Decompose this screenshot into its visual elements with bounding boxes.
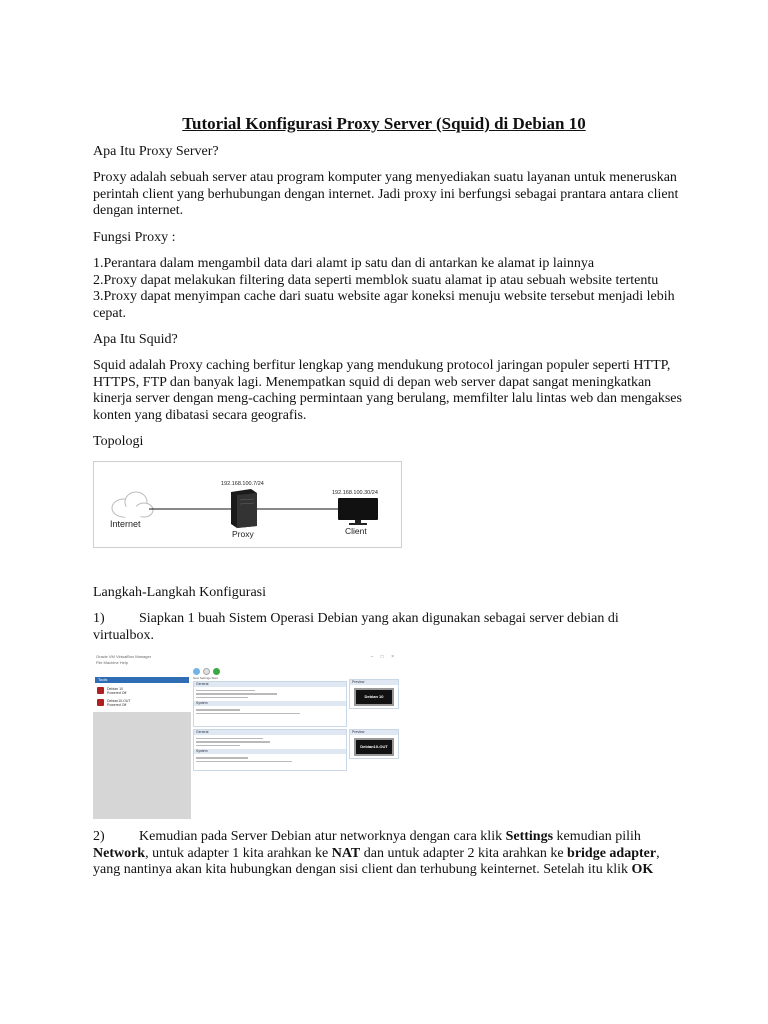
- cloud-icon: [112, 492, 153, 518]
- vbox-window-controls: – □ ×: [370, 654, 397, 660]
- heading-fungsi-proxy: Fungsi Proxy :: [93, 230, 176, 245]
- step-1: [93, 611, 683, 644]
- paragraph-proxy-definition: Proxy adalah sebuah server atau program komputer yang menyediakan suatu layanan untuk meneruskan perintah client yang berhubungan dengan internet. Jadi proxy ini berfungsi sebagai prantara antara client dengan internet.: [93, 170, 679, 218]
- general-section: General: [194, 682, 346, 687]
- topology-diagram: [93, 461, 402, 548]
- vm-name: Debian10-OUT: [107, 699, 131, 703]
- step-2-text: , yang nantinya akan kita hubungkan dengan sisi client dan terhubung keinternet. Setelah itu klik: [93, 845, 660, 877]
- heading-topologi: Topologi: [93, 434, 144, 449]
- system-section: System: [194, 701, 346, 706]
- client-label: Client: [345, 526, 367, 536]
- settings-emphasis: Settings: [505, 829, 554, 844]
- vbox-details-panel: [193, 729, 347, 771]
- proxy-ip-label: 192.168.100.7/24: [221, 481, 264, 487]
- paragraph-squid-definition: Squid adalah Proxy caching berfitur lengkap yang mendukung protocol jaringan populer seperti HTTP, HTTPS, FTP dan banyak lagi. Menempatkan squid di depan web server dapat sangat meningkatkan kinerja server dengan meng-caching permintaan yang berulang, memfilter lalu lintas web dan mengakses konten yang dibatasi secara geografis.: [93, 358, 682, 423]
- preview-screen: Debian10-OUT: [354, 738, 394, 756]
- vbox-preview-panel: [349, 729, 399, 759]
- step-2: [93, 829, 683, 879]
- heading-langkah: Langkah-Langkah Konfigurasi: [93, 585, 266, 600]
- fungsi-item-3: 3.Proxy dapat menyimpan cache dari suatu website agar koneksi menuju website tersebut menjadi lebih cepat.: [93, 289, 675, 321]
- monitor-icon: [338, 498, 378, 525]
- vbox-sidebar: [93, 667, 191, 819]
- step-2-number: 2): [93, 829, 105, 844]
- new-icon: [193, 668, 200, 675]
- preview-section: Preview: [350, 680, 398, 685]
- vbox-details-area: [191, 667, 401, 819]
- vbox-vm-item: [97, 698, 187, 708]
- vm-icon: [97, 699, 104, 706]
- fungsi-item-1: 1.Perantara dalam mengambil data dari alamt ip satu dan di antarkan ke alamat ip lainnya: [93, 256, 595, 271]
- vbox-menu-bar: File Machine Help: [96, 660, 129, 665]
- step-2-text: dan untuk adapter 2 kita arahkan ke: [360, 845, 568, 861]
- vm-icon: [97, 687, 104, 694]
- vm-state: Powered Off: [107, 691, 127, 695]
- vbox-toolbar: [193, 668, 223, 680]
- general-section: General: [194, 730, 346, 735]
- vm-state: Powered Off: [107, 703, 127, 707]
- network-emphasis: Network: [93, 845, 146, 861]
- vbox-preview-panel: [349, 679, 399, 709]
- start-icon: [213, 668, 220, 675]
- vbox-window-title: Oracle VM VirtualBox Manager: [96, 654, 152, 659]
- settings-icon: [203, 668, 210, 675]
- server-icon: [231, 489, 257, 528]
- system-section: System: [194, 749, 346, 754]
- topology-svg: [94, 462, 403, 549]
- step-1-text: Siapkan 1 buah Sistem Operasi Debian yang akan digunakan sebagai server debian di virtualbox.: [93, 611, 619, 643]
- proxy-label: Proxy: [232, 529, 254, 539]
- ok-emphasis: OK: [631, 862, 654, 877]
- heading-apa-itu-proxy: Apa Itu Proxy Server?: [93, 144, 219, 159]
- heading-apa-itu-squid: Apa Itu Squid?: [93, 332, 178, 347]
- virtualbox-screenshot: [93, 653, 401, 819]
- nat-emphasis: NAT: [331, 845, 361, 861]
- vbox-tools-item: Tools: [95, 677, 189, 683]
- preview-section: Preview: [350, 730, 398, 735]
- step-2-text: kemudian pilih: [553, 829, 641, 844]
- step-2-text: Kemudian pada Server Debian atur networknya dengan cara klik: [139, 829, 506, 844]
- fungsi-item-2: 2.Proxy dapat melakukan filtering data seperti memblok suatu alamat ip atau sebuah website tertentu: [93, 272, 659, 288]
- vm-name: Debian 10: [107, 687, 123, 691]
- bridge-adapter-emphasis: bridge adapter: [567, 845, 657, 861]
- page-title: Tutorial Konfigurasi Proxy Server (Squid) di Debian 10: [182, 114, 586, 133]
- vbox-toolbar-labels: New Settings Start: [193, 676, 218, 680]
- preview-screen: Debian 10: [354, 688, 394, 706]
- step-1-number: 1): [93, 611, 105, 626]
- internet-label: Internet: [110, 519, 141, 529]
- vbox-vm-item: [97, 686, 187, 696]
- fungsi-list: [93, 256, 693, 322]
- client-ip-label: 192.168.100.30/24: [332, 490, 378, 496]
- step-2-text: , untuk adapter 1 kita arahkan ke: [145, 845, 332, 861]
- vbox-details-panel: [193, 681, 347, 727]
